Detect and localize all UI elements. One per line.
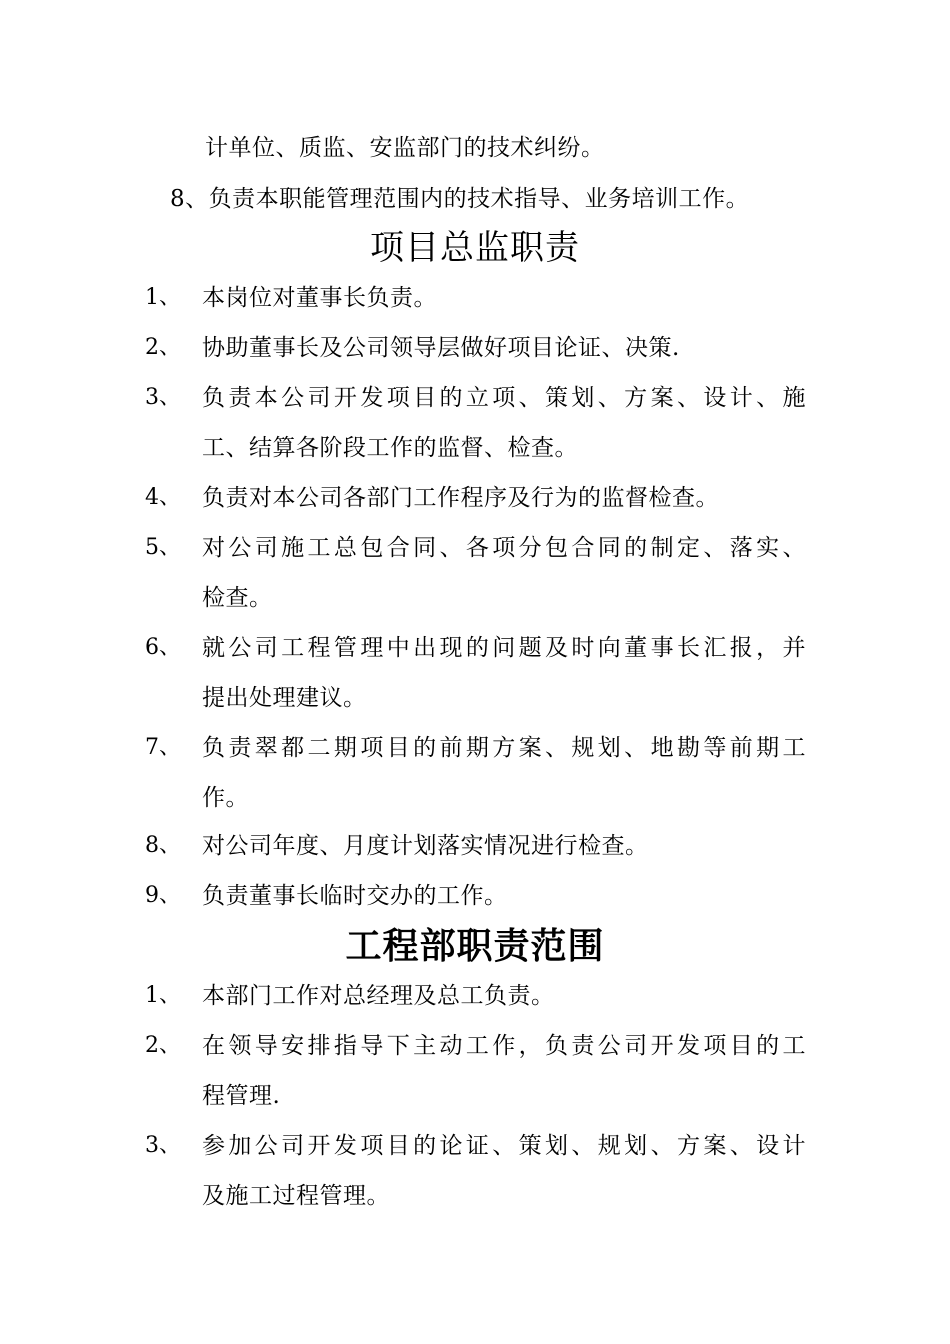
- s1-item-5-text-line-2: 检查。: [202, 585, 273, 611]
- s1-item-7-number: 7、: [145, 735, 181, 760]
- s1-item-3-number: 3、: [145, 385, 181, 410]
- s2-item-3-text-line-1: 参加公司开发项目的论证、策划、规划、方案、设计: [202, 1133, 806, 1159]
- s1-item-6-text-line-1: 就公司工程管理中出现的问题及时向董事长汇报，并: [202, 635, 806, 661]
- s1-item-6-text-line-2: 提出处理建议。: [202, 685, 367, 711]
- s1-item-5-number: 5、: [145, 535, 181, 560]
- section-1-title: 项目总监职责: [370, 228, 580, 268]
- section-2-title: 工程部职责范围: [345, 925, 605, 967]
- intro-line-1: 计单位、质监、安监部门的技术纠纷。: [205, 135, 605, 161]
- s1-item-4-text: 负责对本公司各部门工作程序及行为的监督检查。: [202, 485, 719, 511]
- s2-item-1-number: 1、: [145, 983, 181, 1008]
- s2-item-3-number: 3、: [145, 1133, 181, 1158]
- s1-item-4-number: 4、: [145, 485, 181, 510]
- s1-item-7-text-line-2: 作。: [202, 785, 249, 811]
- s1-item-1-number: 1、: [145, 285, 181, 310]
- s1-item-3-text-line-2: 工、结算各阶段工作的监督、检查。: [202, 435, 578, 461]
- s1-item-2-number: 2、: [145, 335, 181, 360]
- s2-item-2-text-line-1: 在领导安排指导下主动工作，负责公司开发项目的工: [202, 1033, 806, 1059]
- s1-item-8-number: 8、: [145, 833, 181, 858]
- s2-item-1-text: 本部门工作对总经理及总工负责。: [202, 983, 555, 1009]
- s1-item-1-text: 本岗位对董事长负责。: [202, 285, 437, 311]
- s2-item-2-number: 2、: [145, 1033, 181, 1058]
- s2-item-2-text-line-2: 程管理.: [202, 1083, 281, 1109]
- s2-item-3-text-line-2: 及施工过程管理。: [202, 1183, 390, 1209]
- intro-line-2: 8、负责本职能管理范围内的技术指导、业务培训工作。: [170, 186, 750, 212]
- s1-item-9-number: 9、: [145, 883, 181, 908]
- s1-item-7-text-line-1: 负责翠都二期项目的前期方案、规划、地勘等前期工: [202, 735, 806, 761]
- s1-item-5-text-line-1: 对公司施工总包合同、各项分包合同的制定、落实、: [202, 535, 806, 561]
- s1-item-6-number: 6、: [145, 635, 181, 660]
- s1-item-2-text: 协助董事长及公司领导层做好项目论证、决策.: [202, 335, 680, 361]
- s1-item-9-text: 负责董事长临时交办的工作。: [202, 883, 508, 909]
- s1-item-3-text-line-1: 负责本公司开发项目的立项、策划、方案、设计、施: [202, 385, 806, 411]
- s1-item-8-text: 对公司年度、月度计划落实情况进行检查。: [202, 833, 649, 859]
